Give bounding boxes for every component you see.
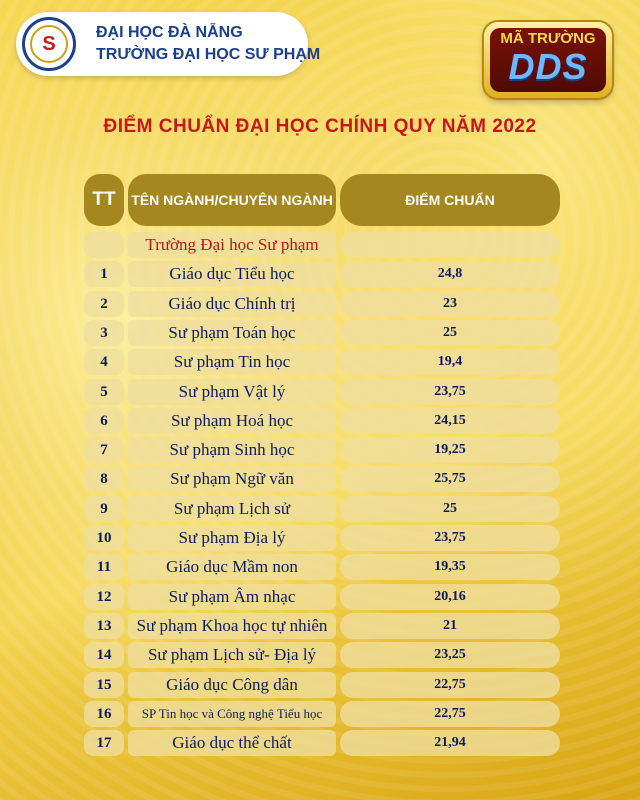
major-name: Sư phạm Sinh học [128, 437, 336, 463]
row-number: 7 [84, 437, 124, 463]
row-number: 3 [84, 320, 124, 346]
major-name: Giáo dục Tiểu học [128, 261, 336, 287]
row-number: 8 [84, 466, 124, 492]
major-name: Sư phạm Lịch sử [128, 496, 336, 522]
cutoff-score: 25 [340, 496, 560, 522]
major-name: Sư phạm Ngữ văn [128, 466, 336, 492]
row-number: 9 [84, 496, 124, 522]
major-name: Sư phạm Khoa học tự nhiên [128, 613, 336, 639]
group-name: Trường Đại học Sư phạm [128, 232, 336, 258]
badge-label: MÃ TRƯỜNG [500, 30, 596, 47]
major-name: Giáo dục Chính trị [128, 291, 336, 317]
header-score: ĐIỂM CHUẨN [340, 174, 560, 226]
cutoff-score: 19,4 [340, 349, 560, 375]
major-name: Giáo dục Công dân [128, 672, 336, 698]
cutoff-score: 22,75 [340, 701, 560, 727]
cutoff-score: 21 [340, 613, 560, 639]
cutoff-score: 23,75 [340, 525, 560, 551]
cutoff-score: 23,75 [340, 379, 560, 405]
cutoff-score: 23,25 [340, 642, 560, 668]
cutoff-score: 25,75 [340, 466, 560, 492]
major-name: Giáo dục Mầm non [128, 554, 336, 580]
major-name: Sư phạm Địa lý [128, 525, 336, 551]
page-title: ĐIỂM CHUẨN ĐẠI HỌC CHÍNH QUY NĂM 2022 [103, 116, 537, 137]
row-number: 16 [84, 701, 124, 727]
cutoff-score: 23 [340, 291, 560, 317]
row-number: 2 [84, 291, 124, 317]
cutoff-score: 24,8 [340, 261, 560, 287]
row-number: 15 [84, 672, 124, 698]
major-name: Sư phạm Tin học [128, 349, 336, 375]
college-name: TRƯỜNG ĐẠI HỌC SƯ PHẠM [96, 46, 321, 63]
row-number: 1 [84, 261, 124, 287]
cutoff-score [340, 232, 560, 258]
row-number: 5 [84, 379, 124, 405]
major-name: Sư phạm Âm nhạc [128, 584, 336, 610]
cutoff-score: 19,35 [340, 554, 560, 580]
row-number: 12 [84, 584, 124, 610]
major-name: SP Tin học và Công nghệ Tiểu học [128, 701, 336, 727]
major-name: Sư phạm Vật lý [128, 379, 336, 405]
major-name: Sư phạm Toán học [128, 320, 336, 346]
major-name: Sư phạm Hoá học [128, 408, 336, 434]
cutoff-score: 19,25 [340, 437, 560, 463]
cutoff-score: 20,16 [340, 584, 560, 610]
row-number: 11 [84, 554, 124, 580]
major-name: Sư phạm Lịch sử- Địa lý [128, 642, 336, 668]
header-major: TÊN NGÀNH/CHUYÊN NGÀNH [128, 174, 336, 226]
cutoff-score: 25 [340, 320, 560, 346]
cutoff-score: 21,94 [340, 730, 560, 756]
row-number: 4 [84, 349, 124, 375]
badge-code: DDS [508, 46, 588, 87]
logo-letter: S [30, 25, 68, 63]
major-name: Giáo dục thể chất [128, 730, 336, 756]
cutoff-score: 22,75 [340, 672, 560, 698]
row-number: 17 [84, 730, 124, 756]
row-number: 14 [84, 642, 124, 668]
university-name: ĐẠI HỌC ĐÀ NẴNG [96, 24, 243, 41]
row-number: 6 [84, 408, 124, 434]
header-tt: TT [84, 174, 124, 226]
row-number: 10 [84, 525, 124, 551]
row-number [84, 232, 124, 258]
row-number: 13 [84, 613, 124, 639]
cutoff-score: 24,15 [340, 408, 560, 434]
